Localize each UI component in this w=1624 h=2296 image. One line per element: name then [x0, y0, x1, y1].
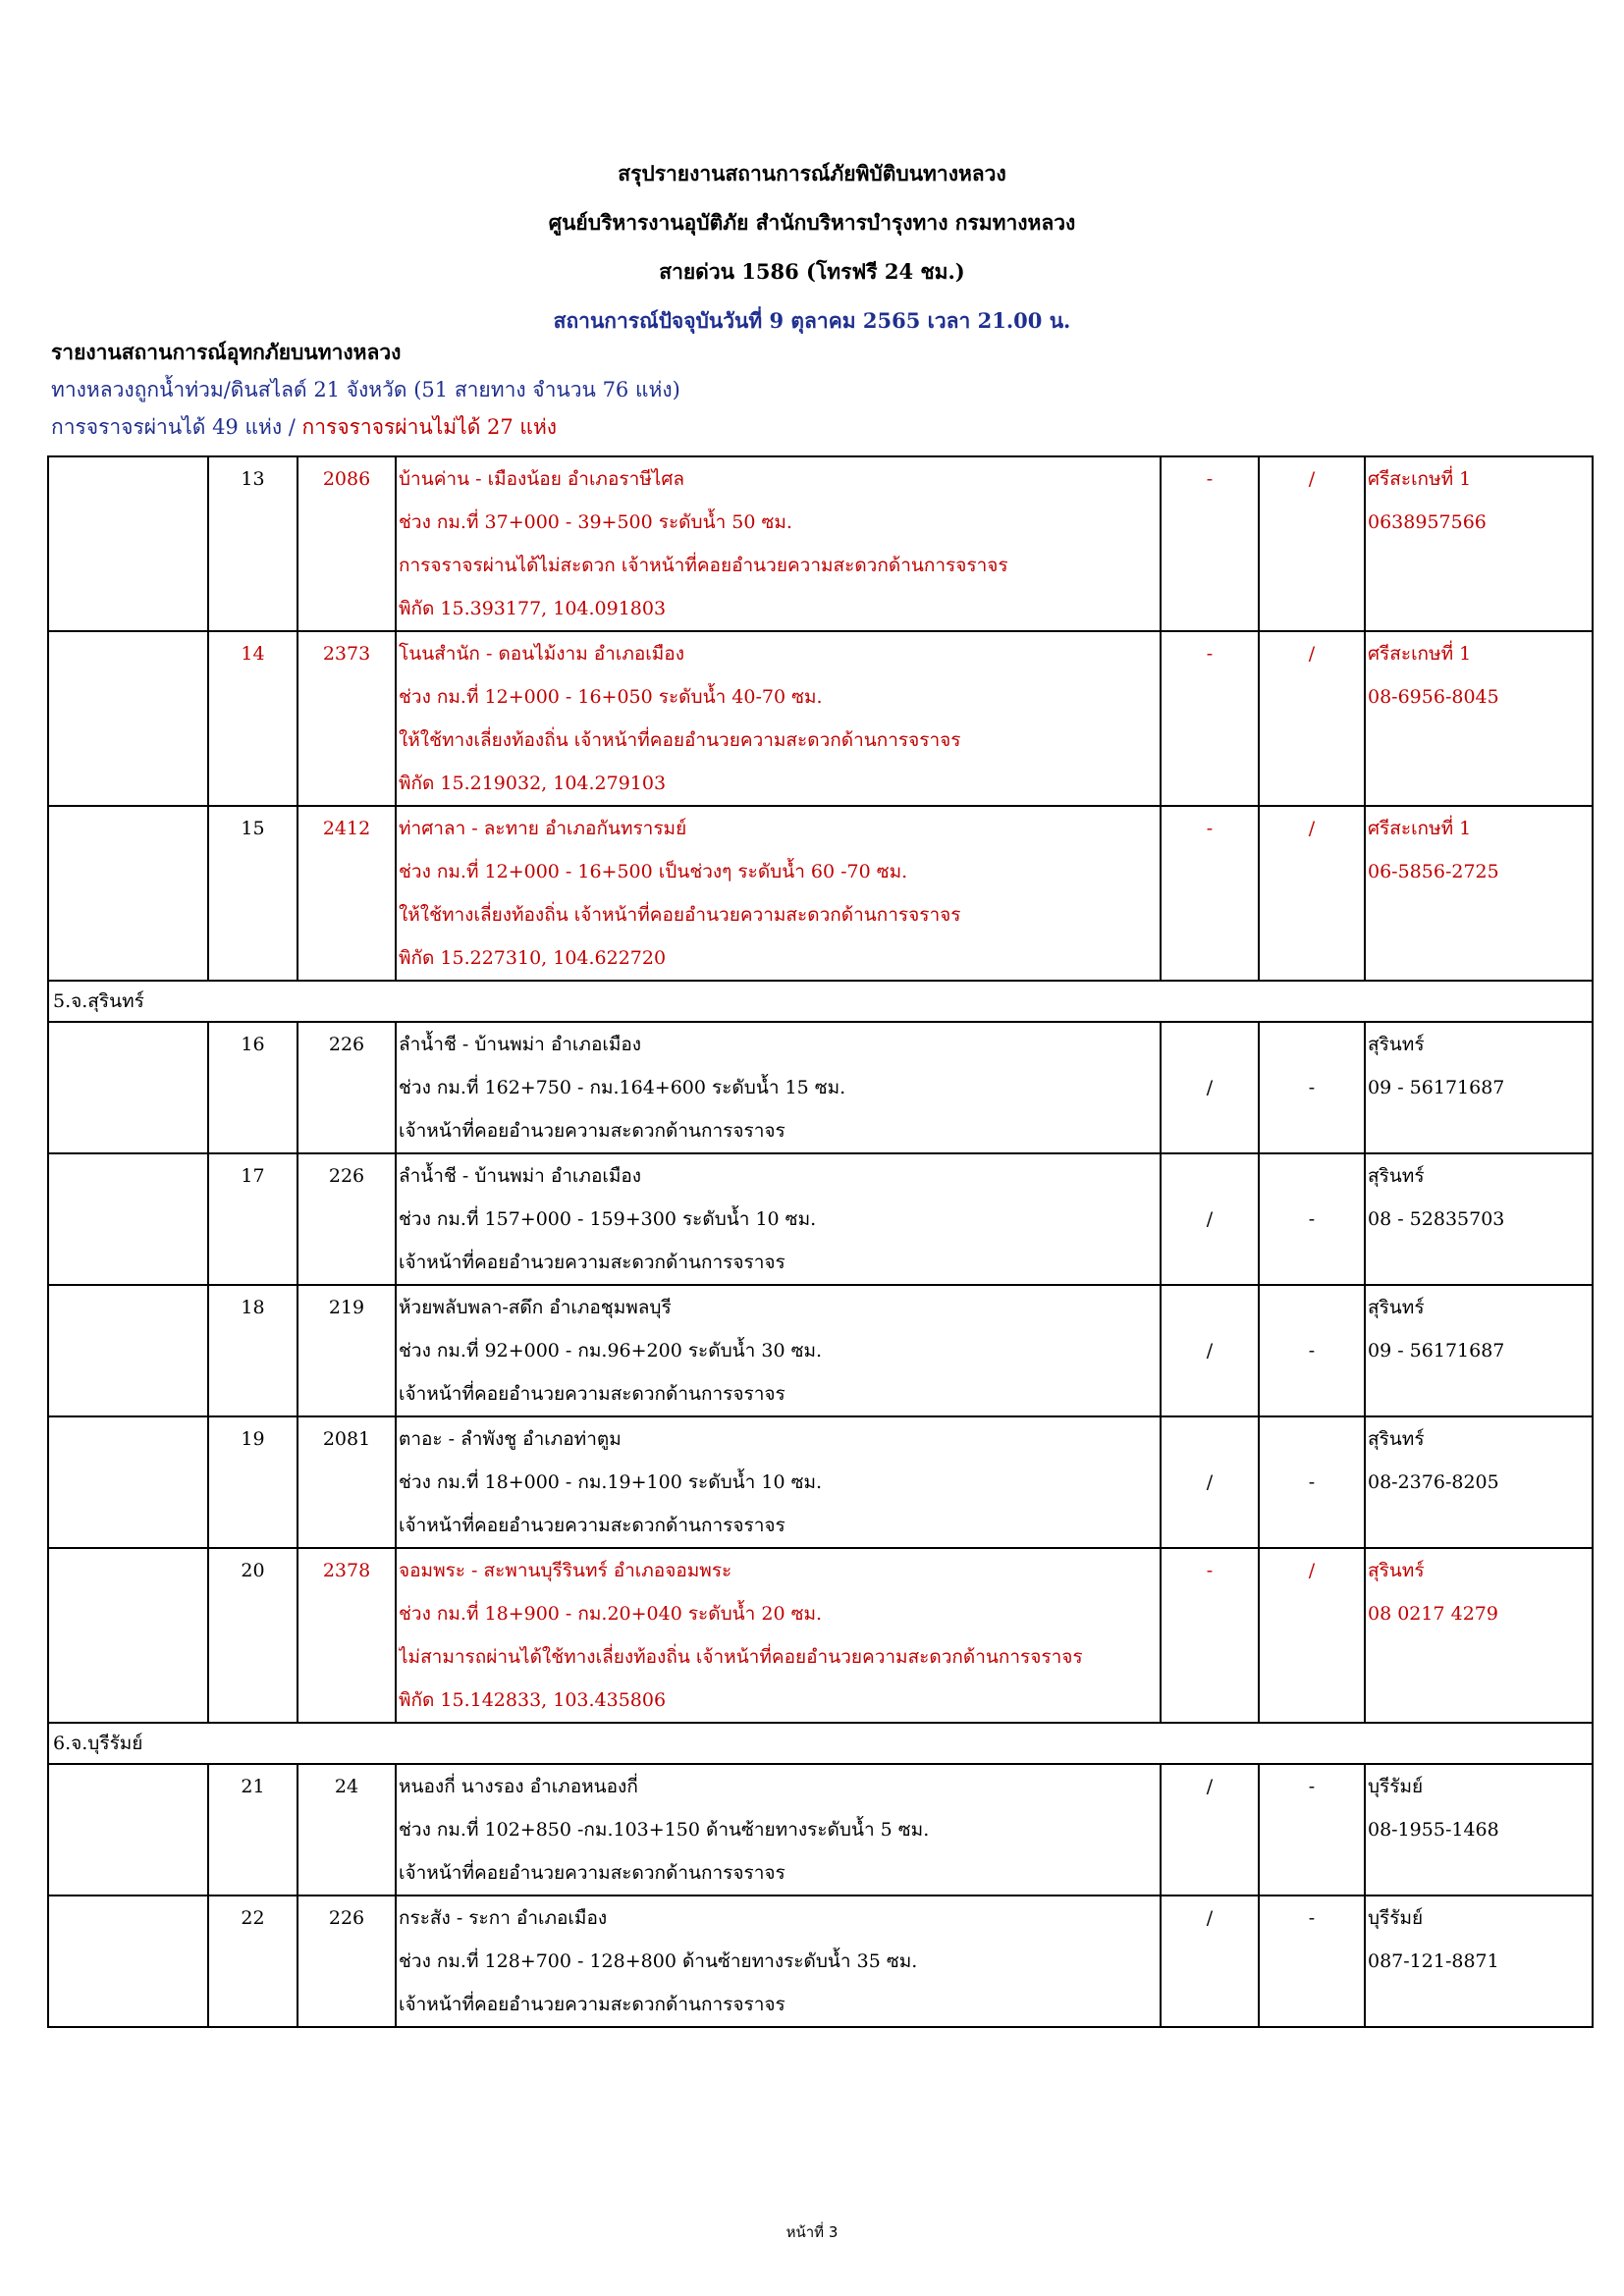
- location-detail: [396, 456, 1161, 631]
- affected-summary: ทางหลวงถูกน้ำท่วม/ดินสไลด์ 21 จังหวัด (51 สายทาง จำนวน 76 แห่ง): [51, 378, 680, 401]
- phone-number: 09 - 56171687: [1368, 1077, 1505, 1098]
- row-number: [208, 1285, 298, 1416]
- blank-cell: [48, 1416, 208, 1548]
- blank-cell: [48, 631, 208, 806]
- km-range: ช่วง กม.ที่ 157+000 - 159+300 ระดับน้ำ 10 ซม.: [399, 1208, 817, 1230]
- office-name: ศรีสะเกษที่ 1: [1368, 818, 1472, 839]
- passable-mark-text: -: [1206, 643, 1214, 665]
- blank-cell: [48, 1764, 208, 1896]
- contact: [1365, 1022, 1593, 1153]
- impassable-mark: [1259, 1285, 1365, 1416]
- passable-mark: [1161, 1548, 1259, 1723]
- route-number: [298, 1416, 396, 1548]
- route-number: [298, 1153, 396, 1285]
- report-agency: ศูนย์บริหารงานอุบัติภัย สำนักบริหารบำรุงทาง กรมทางหลวง: [548, 210, 1076, 235]
- page-number: หน้าที่ 3: [785, 2223, 839, 2241]
- location-detail: [396, 1153, 1161, 1285]
- table-row: [48, 456, 1593, 631]
- traffic-note: เจ้าหน้าที่คอยอำนวยความสะดวกด้านการจราจร: [399, 1383, 785, 1405]
- row-number: [208, 806, 298, 981]
- location-name: ตาอะ - ลำพังชู อำเภอท่าตูม: [399, 1428, 622, 1450]
- location-name: โนนสำนัก - ดอนไม้งาม อำเภอเมือง: [399, 643, 684, 665]
- coordinates: พิกัด 15.219032, 104.279103: [399, 773, 667, 794]
- route-number-text: 2081: [322, 1428, 371, 1450]
- route-number-text: 226: [328, 1034, 365, 1055]
- impassable-mark-text: /: [1308, 643, 1316, 665]
- report-hotline: สายด่วน 1586 (โทรฟรี 24 ชม.): [659, 259, 965, 284]
- row-number: [208, 1022, 298, 1153]
- passable-mark: [1161, 1022, 1259, 1153]
- province-surin: 5.จ.สุรินทร์: [48, 981, 1593, 1022]
- location-detail: [396, 1416, 1161, 1548]
- office-name: บุรีรัมย์: [1368, 1907, 1424, 1929]
- phone-number: 08-6956-8045: [1368, 686, 1499, 708]
- location-name: ท่าศาลา - ละทาย อำเภอกันทรารมย์: [399, 818, 687, 839]
- route-number: [298, 1022, 396, 1153]
- km-range: ช่วง กม.ที่ 102+850 -กม.103+150 ด้านซ้ายทางระดับน้ำ 5 ซม.: [399, 1819, 930, 1841]
- table-row: [48, 1153, 1593, 1285]
- impassable-mark-text: -: [1308, 1208, 1316, 1230]
- phone-number: 08-2376-8205: [1368, 1471, 1499, 1493]
- contact: [1365, 631, 1593, 806]
- blank-cell: [48, 456, 208, 631]
- row-number-text: 19: [241, 1428, 265, 1450]
- passable-mark-text: -: [1206, 468, 1214, 490]
- contact: [1365, 1285, 1593, 1416]
- location-name: ลำน้ำชี - บ้านพม่า อำเภอเมือง: [399, 1034, 642, 1055]
- location-detail: [396, 1764, 1161, 1896]
- traffic-note: ให้ใช้ทางเลี่ยงท้องถิ่น เจ้าหน้าที่คอยอำนวยความสะดวกด้านการจราจร: [399, 729, 961, 751]
- passable-count: การจราจรผ่านได้ 49 แห่ง: [51, 415, 283, 439]
- passable-mark-text: /: [1206, 1776, 1214, 1797]
- row-number-text: 22: [241, 1907, 265, 1929]
- route-number: [298, 806, 396, 981]
- impassable-mark: [1259, 1022, 1365, 1153]
- row-number: [208, 456, 298, 631]
- contact: [1365, 456, 1593, 631]
- km-range: ช่วง กม.ที่ 92+000 - กม.96+200 ระดับน้ำ 30 ซม.: [399, 1340, 823, 1362]
- office-name: สุรินทร์: [1368, 1165, 1425, 1187]
- traffic-note: เจ้าหน้าที่คอยอำนวยความสะดวกด้านการจราจร: [399, 1120, 785, 1142]
- row-number: [208, 1416, 298, 1548]
- location-detail: [396, 1548, 1161, 1723]
- km-range: ช่วง กม.ที่ 12+000 - 16+500 เป็นช่วงๆ ระดับน้ำ 60 -70 ซม.: [399, 861, 908, 882]
- office-name: สุรินทร์: [1368, 1428, 1425, 1450]
- phone-number: 08 - 52835703: [1368, 1208, 1505, 1230]
- impassable-mark: [1259, 1416, 1365, 1548]
- traffic-note: เจ้าหน้าที่คอยอำนวยความสะดวกด้านการจราจร: [399, 1515, 785, 1536]
- office-name: บุรีรัมย์: [1368, 1776, 1424, 1797]
- passable-mark-text: /: [1206, 1340, 1214, 1362]
- traffic-note: เจ้าหน้าที่คอยอำนวยความสะดวกด้านการจราจร: [399, 1994, 785, 2015]
- impassable-mark: [1259, 1896, 1365, 2027]
- location-detail: [396, 1022, 1161, 1153]
- row-number-text: 14: [241, 643, 265, 665]
- row-number: [208, 1764, 298, 1896]
- flood-report-title: รายงานสถานการณ์อุทกภัยบนทางหลวง: [51, 340, 402, 364]
- location-name: จอมพระ - สะพานบุรีรินทร์ อำเภอจอมพระ: [399, 1560, 732, 1581]
- phone-number: 0638957566: [1368, 511, 1487, 533]
- passable-mark: [1161, 1416, 1259, 1548]
- traffic-note: เจ้าหน้าที่คอยอำนวยความสะดวกด้านการจราจร: [399, 1862, 785, 1884]
- coordinates: พิกัด 15.393177, 104.091803: [399, 598, 667, 619]
- row-number-text: 21: [241, 1776, 265, 1797]
- passable-mark: [1161, 456, 1259, 631]
- impassable-mark: [1259, 1548, 1365, 1723]
- route-number-text: 24: [334, 1776, 359, 1797]
- route-number: [298, 456, 396, 631]
- km-range: ช่วง กม.ที่ 18+000 - กม.19+100 ระดับน้ำ 10 ซม.: [399, 1471, 823, 1493]
- impassable-mark-text: /: [1308, 818, 1316, 839]
- blank-cell: [48, 1285, 208, 1416]
- route-number-text: 2412: [322, 818, 371, 839]
- coordinates: พิกัด 15.142833, 103.435806: [399, 1689, 667, 1711]
- route-number: [298, 1285, 396, 1416]
- route-number-text: 2378: [322, 1560, 371, 1581]
- passable-mark-text: /: [1206, 1471, 1214, 1493]
- impassable-mark-text: /: [1308, 1560, 1316, 1581]
- km-range: ช่วง กม.ที่ 37+000 - 39+500 ระดับน้ำ 50 ซม.: [399, 511, 792, 533]
- location-name: กระสัง - ระกา อำเภอเมือง: [399, 1907, 608, 1929]
- blank-cell: [48, 1548, 208, 1723]
- impassable-mark-text: /: [1308, 468, 1316, 490]
- blank-cell: [48, 1896, 208, 2027]
- passable-mark-text: /: [1206, 1077, 1214, 1098]
- row-number: [208, 1548, 298, 1723]
- table-row: [48, 1896, 1593, 2027]
- route-number-text: 226: [328, 1907, 365, 1929]
- row-number-text: 16: [241, 1034, 265, 1055]
- province-buriram: 6.จ.บุรีรัมย์: [48, 1723, 1593, 1764]
- traffic-note: ไม่สามารถผ่านได้ใช้ทางเลี่ยงท้องถิ่น เจ้าหน้าที่คอยอำนวยความสะดวกด้านการจราจร: [399, 1646, 1083, 1668]
- phone-number: 08 0217 4279: [1368, 1603, 1498, 1625]
- traffic-summary: [51, 408, 680, 446]
- route-number-text: 2373: [322, 643, 371, 665]
- phone-number: 06-5856-2725: [1368, 861, 1499, 882]
- row-number: [208, 631, 298, 806]
- km-range: ช่วง กม.ที่ 12+000 - 16+050 ระดับน้ำ 40-70 ซม.: [399, 686, 823, 708]
- impassable-count: การจราจรผ่านไม่ได้ 27 แห่ง: [301, 415, 558, 439]
- location-name: ห้วยพลับพลา-สดึก อำเภอชุมพลบุรี: [399, 1297, 672, 1318]
- report-datetime: สถานการณ์ปัจจุบันวันที่ 9 ตุลาคม 2565 เวลา 21.00 น.: [553, 308, 1071, 333]
- row-number-text: 13: [241, 468, 265, 490]
- passable-mark-text: /: [1206, 1907, 1214, 1929]
- passable-mark: [1161, 806, 1259, 981]
- route-number-text: 2086: [322, 468, 371, 490]
- impassable-mark: [1259, 1153, 1365, 1285]
- office-name: สุรินทร์: [1368, 1297, 1425, 1318]
- table-row: [48, 1416, 1593, 1548]
- passable-mark: [1161, 1153, 1259, 1285]
- coordinates: พิกัด 15.227310, 104.622720: [399, 947, 667, 969]
- impassable-mark: [1259, 1764, 1365, 1896]
- route-number-text: 226: [328, 1165, 365, 1187]
- traffic-note: การจราจรผ่านได้ไม่สะดวก เจ้าหน้าที่คอยอำนวยความสะดวกด้านการจราจร: [399, 555, 1008, 576]
- flood-table: [47, 455, 1594, 2028]
- office-name: สุรินทร์: [1368, 1034, 1425, 1055]
- km-range: ช่วง กม.ที่ 128+700 - 128+800 ด้านซ้ายทางระดับน้ำ 35 ซม.: [399, 1950, 918, 1972]
- table-row: [48, 1764, 1593, 1896]
- row-number-text: 17: [241, 1165, 265, 1187]
- contact: [1365, 1416, 1593, 1548]
- province-row: [48, 1723, 1593, 1764]
- location-name: ลำน้ำชี - บ้านพม่า อำเภอเมือง: [399, 1165, 642, 1187]
- blank-cell: [48, 1153, 208, 1285]
- location-detail: [396, 631, 1161, 806]
- row-number: [208, 1896, 298, 2027]
- route-number: [298, 1548, 396, 1723]
- impassable-mark: [1259, 456, 1365, 631]
- route-number-text: 219: [328, 1297, 365, 1318]
- traffic-note: เจ้าหน้าที่คอยอำนวยความสะดวกด้านการจราจร: [399, 1252, 785, 1273]
- report-header: [0, 149, 1624, 346]
- phone-number: 08-1955-1468: [1368, 1819, 1499, 1841]
- blank-cell: [48, 1022, 208, 1153]
- location-detail: [396, 1896, 1161, 2027]
- table-row: [48, 1022, 1593, 1153]
- province-row: [48, 981, 1593, 1022]
- report-title: สรุปรายงานสถานการณ์ภัยพิบัติบนทางหลวง: [618, 161, 1006, 186]
- route-number: [298, 1896, 396, 2027]
- impassable-mark: [1259, 631, 1365, 806]
- km-range: ช่วง กม.ที่ 162+750 - กม.164+600 ระดับน้ำ 15 ซม.: [399, 1077, 846, 1098]
- impassable-mark: [1259, 806, 1365, 981]
- passable-mark-text: -: [1206, 818, 1214, 839]
- impassable-mark-text: -: [1308, 1077, 1316, 1098]
- passable-mark-text: -: [1206, 1560, 1214, 1581]
- passable-mark: [1161, 1896, 1259, 2027]
- office-name: ศรีสะเกษที่ 1: [1368, 468, 1472, 490]
- summary-separator: /: [282, 415, 302, 439]
- contact: [1365, 806, 1593, 981]
- passable-mark-text: /: [1206, 1208, 1214, 1230]
- row-number-text: 18: [241, 1297, 265, 1318]
- phone-number: 087-121-8871: [1368, 1950, 1499, 1972]
- impassable-mark-text: -: [1308, 1907, 1316, 1929]
- passable-mark: [1161, 1285, 1259, 1416]
- impassable-mark-text: -: [1308, 1776, 1316, 1797]
- km-range: ช่วง กม.ที่ 18+900 - กม.20+040 ระดับน้ำ 20 ซม.: [399, 1603, 823, 1625]
- row-number: [208, 1153, 298, 1285]
- contact: [1365, 1764, 1593, 1896]
- contact: [1365, 1548, 1593, 1723]
- table-row: [48, 631, 1593, 806]
- impassable-mark-text: -: [1308, 1340, 1316, 1362]
- contact: [1365, 1896, 1593, 2027]
- table-row: [48, 1285, 1593, 1416]
- traffic-note: ให้ใช้ทางเลี่ยงท้องถิ่น เจ้าหน้าที่คอยอำนวยความสะดวกด้านการจราจร: [399, 904, 961, 926]
- row-number-text: 20: [241, 1560, 265, 1581]
- table-row: [48, 1548, 1593, 1723]
- location-name: หนองกี่ นางรอง อำเภอหนองกี่: [399, 1776, 638, 1797]
- office-name: ศรีสะเกษที่ 1: [1368, 643, 1472, 665]
- table-row: [48, 806, 1593, 981]
- location-name: บ้านค่าน - เมืองน้อย อำเภอราษีไศล: [399, 468, 685, 490]
- passable-mark: [1161, 1764, 1259, 1896]
- blank-cell: [48, 806, 208, 981]
- phone-number: 09 - 56171687: [1368, 1340, 1505, 1362]
- report-summary: [51, 334, 680, 446]
- contact: [1365, 1153, 1593, 1285]
- route-number: [298, 631, 396, 806]
- row-number-text: 15: [241, 818, 265, 839]
- route-number: [298, 1764, 396, 1896]
- impassable-mark-text: -: [1308, 1471, 1316, 1493]
- location-detail: [396, 1285, 1161, 1416]
- location-detail: [396, 806, 1161, 981]
- office-name: สุรินทร์: [1368, 1560, 1425, 1581]
- passable-mark: [1161, 631, 1259, 806]
